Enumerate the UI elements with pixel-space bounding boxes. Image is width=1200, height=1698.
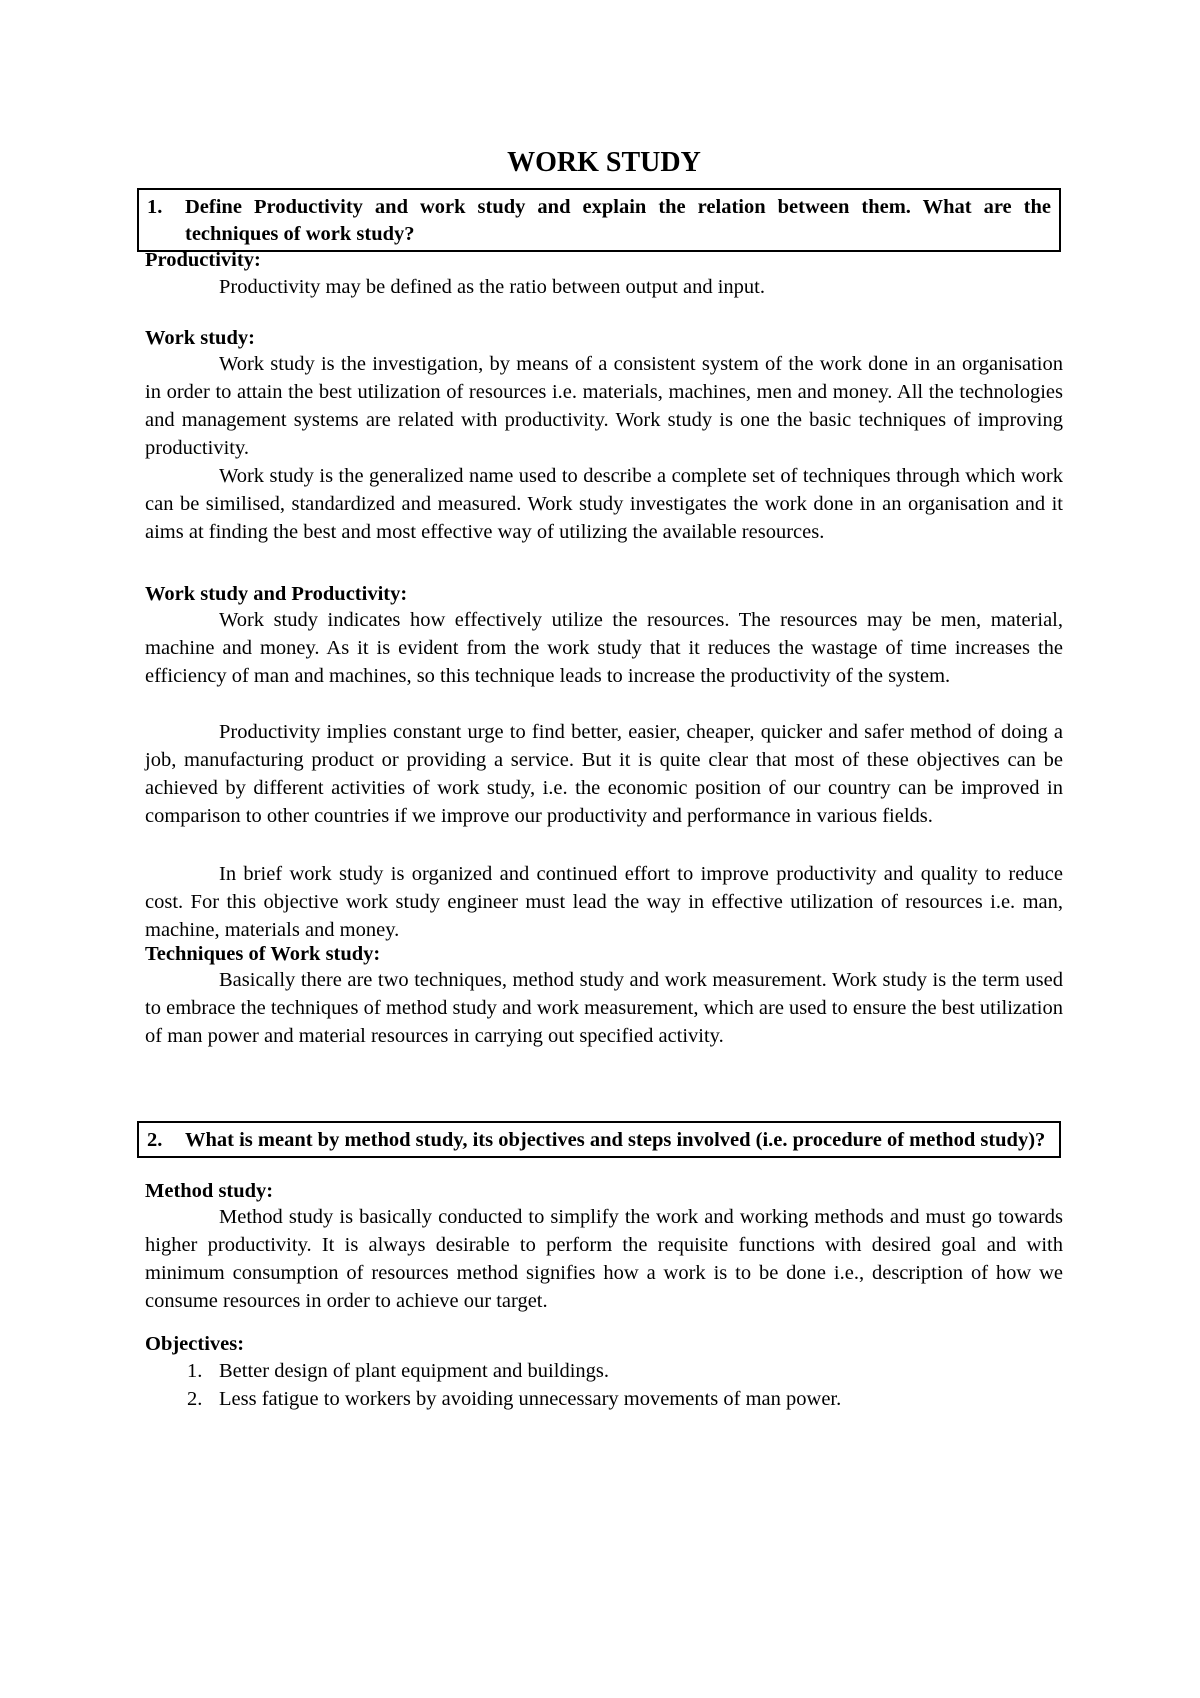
method-study-heading: Method study: (145, 1180, 274, 1202)
work-study-paragraph-1: Work study is the investigation, by means of a consistent system of the work done in an organisation in order to attain the best utilization of resources i.e. materials, machines, men and money. All the technologies and management systems are related with productivity. Work study is one the basic techniques of improving productivity. (145, 353, 1063, 459)
productivity-heading: Productivity: (145, 249, 261, 271)
objective-item-1 (145, 1357, 1063, 1385)
question-1-number: 1. (147, 196, 163, 218)
question-2-number: 2. (147, 1129, 163, 1151)
question-1-text: Define Productivity and work study and explain the relation between them. What are the techniques of work study? (185, 196, 1051, 245)
ws-productivity-paragraph-3: In brief work study is organized and continued effort to improve productivity and quality to reduce cost. For this objective work study engineer must lead the way in effective utilization of resources i.e. man, machine, materials and money. (145, 863, 1063, 941)
ws-productivity-paragraph-2: Productivity implies constant urge to find better, easier, cheaper, quicker and safer method of doing a job, manufacturing product or providing a service. But it is quite clear that most of these objectives can be achieved by different activities of work study, i.e. the economic position of our country can be improved in comparison to other countries if we improve our productivity and performance in various fields. (145, 721, 1063, 827)
objective-item-2 (145, 1385, 1063, 1413)
question-2-box (137, 1121, 1061, 1158)
work-study-heading: Work study: (145, 327, 255, 349)
techniques-heading: Techniques of Work study: (145, 943, 381, 965)
ws-productivity-heading: Work study and Productivity: (145, 583, 408, 605)
question-1-box (137, 188, 1061, 252)
method-study-paragraph: Method study is basically conducted to simplify the work and working methods and must go towards higher productivity. It is always desirable to perform the requisite functions with desired goal and with minimum consumption of resources method signifies how a work is to be done i.e., description of how we consume resources in order to achieve our target. (145, 1206, 1063, 1312)
objective-item-2-text: Less fatigue to workers by avoiding unnecessary movements of man power. (219, 1388, 842, 1410)
document-title: WORK STUDY (507, 147, 701, 178)
question-2-text: What is meant by method study, its objectives and steps involved (i.e. procedure of method study)? (185, 1129, 1046, 1151)
techniques-paragraph: Basically there are two techniques, method study and work measurement. Work study is the term used to embrace the techniques of method study and work measurement, which are used to ensure the best utilization of man power and material resources in carrying out specified activity. (145, 969, 1063, 1047)
objectives-heading: Objectives: (145, 1333, 245, 1355)
productivity-paragraph: Productivity may be defined as the ratio between output and input. (219, 276, 765, 298)
objective-item-1-text: Better design of plant equipment and buildings. (219, 1360, 610, 1382)
objective-item-2-number: 2. (187, 1388, 203, 1410)
work-study-paragraph-2: Work study is the generalized name used to describe a complete set of techniques through which work can be similised, standardized and measured. Work study investigates the work done in an organisation and it aims at finding the best and most effective way of utilizing the available resources. (145, 465, 1063, 543)
objective-item-1-number: 1. (187, 1360, 203, 1382)
ws-productivity-paragraph-1: Work study indicates how effectively utilize the resources. The resources may be men, material, machine and money. As it is evident from the work study that it reduces the wastage of time increases the efficiency of man and machines, so this technique leads to increase the productivity of the system. (145, 609, 1063, 687)
objectives-list (145, 1357, 1063, 1413)
